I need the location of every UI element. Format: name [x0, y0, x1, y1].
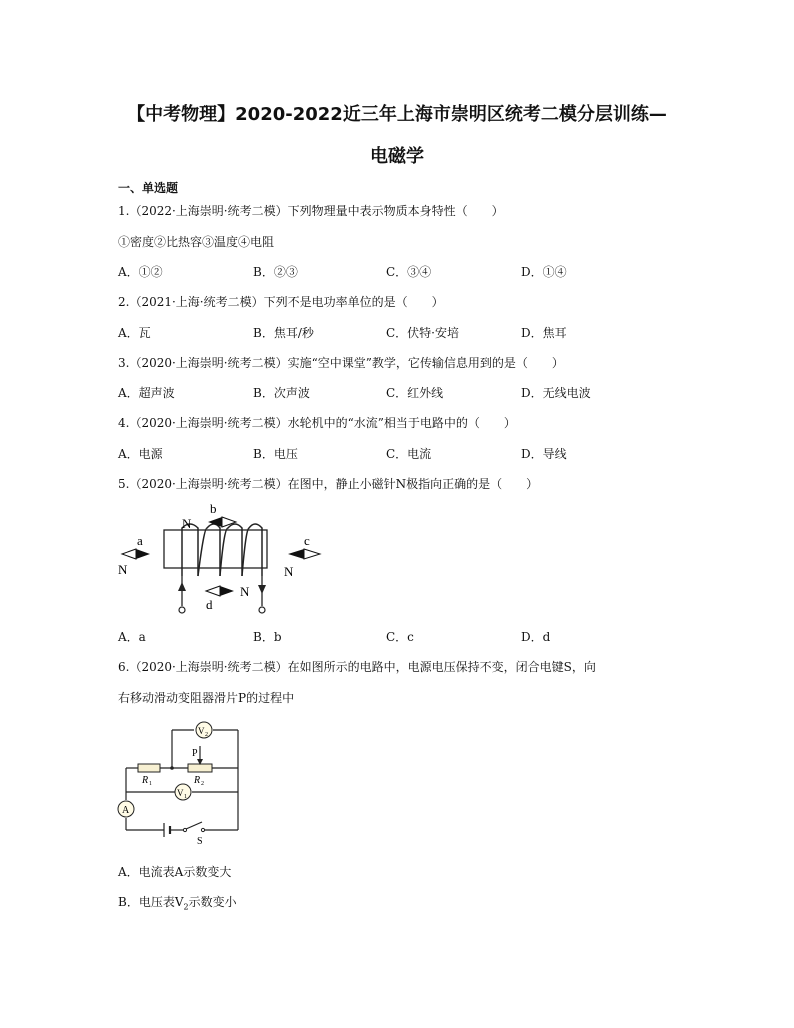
option-c[interactable]: C．电流	[386, 447, 432, 461]
svg-text:2: 2	[205, 732, 208, 738]
compass-needle-c	[288, 549, 320, 559]
question-6-stem-cont: 右移动滑动变阻器滑片P的过程中	[118, 691, 295, 705]
option-c[interactable]: C．伏特·安培	[386, 326, 459, 340]
compass-needle-a	[122, 549, 150, 559]
section-heading: 一、单选题	[118, 181, 179, 195]
option-a[interactable]: A．超声波	[118, 386, 175, 400]
svg-text:A: A	[122, 805, 130, 816]
question-1-stem: 1.（2022·上海崇明·统考二模）下列物理量中表示物质本身特性（ ）	[118, 204, 504, 218]
option-d[interactable]: D．d	[521, 630, 551, 644]
svg-text:1: 1	[149, 781, 152, 787]
svg-text:V: V	[177, 788, 184, 798]
label-n-b: N	[182, 516, 192, 531]
label-c: c	[304, 533, 310, 548]
option-b[interactable]: B．②③	[253, 265, 298, 279]
svg-text:R: R	[194, 775, 201, 786]
label-d: d	[206, 597, 213, 612]
circuit-figure	[112, 716, 247, 846]
svg-text:S: S	[197, 836, 203, 846]
option-a[interactable]: A．a	[118, 630, 146, 644]
svg-text:2: 2	[201, 781, 204, 787]
question-6-option-a[interactable]: A．电流表A示数变大	[118, 865, 232, 879]
label-n-d: N	[240, 584, 250, 599]
option-b[interactable]: B．焦耳/秒	[253, 326, 314, 340]
question-6-option-b[interactable]: B．电压表$V_2$示数变小	[118, 895, 237, 912]
option-b[interactable]: B．b	[253, 630, 282, 644]
option-d[interactable]: D．无线电波	[521, 386, 591, 400]
question-3-stem: 3.（2020·上海崇明·统考二模）实施“空中课堂”教学，它传输信息用到的是（ ）	[118, 356, 564, 370]
resistor-r1	[138, 764, 160, 772]
question-4-stem: 4.（2020·上海崇明·统考二模）水轮机中的“水流”相当于电路中的（ ）	[118, 416, 516, 430]
option-b[interactable]: B．次声波	[253, 386, 310, 400]
option-c[interactable]: C．③④	[386, 265, 432, 279]
option-c[interactable]: C．红外线	[386, 386, 444, 400]
svg-text:P: P	[192, 748, 198, 759]
switch-icon	[186, 822, 202, 829]
option-c[interactable]: C．c	[386, 630, 414, 644]
option-a[interactable]: A．瓦	[118, 326, 151, 340]
solenoid-core	[164, 530, 267, 568]
page-title-line2: 电磁学	[370, 146, 424, 167]
question-1-sub: ①密度②比热容③温度④电阻	[118, 235, 275, 249]
page-title-line1: 【中考物理】2020-2022近三年上海市崇明区统考二模分层训练—	[127, 104, 667, 125]
question-2-stem: 2.（2021·上海·统考二模）下列不是电功率单位的是（ ）	[118, 295, 444, 309]
question-5-stem: 5.（2020·上海崇明·统考二模）在图中，静止小磁针N极指向正确的是（ ）	[118, 477, 539, 491]
svg-text:V: V	[198, 726, 205, 736]
option-d[interactable]: D．焦耳	[521, 326, 567, 340]
label-b: b	[210, 501, 217, 516]
svg-text:1: 1	[184, 794, 187, 800]
option-a[interactable]: A．①②	[118, 265, 163, 279]
svg-text:R: R	[142, 775, 149, 786]
label-n-c: N	[284, 564, 294, 579]
option-a[interactable]: A．电源	[118, 447, 163, 461]
label-a: a	[137, 533, 143, 548]
option-b[interactable]: B．电压	[253, 447, 298, 461]
solenoid-figure	[112, 498, 332, 620]
option-d[interactable]: D．①④	[521, 265, 567, 279]
resistor-r2	[188, 764, 212, 772]
compass-needle-d	[206, 586, 234, 596]
question-6-stem: 6.（2020·上海崇明·统考二模）在如图所示的电路中，电源电压保持不变，闭合电键S，向	[118, 660, 596, 674]
label-n-a: N	[118, 562, 128, 577]
option-d[interactable]: D．导线	[521, 447, 567, 461]
